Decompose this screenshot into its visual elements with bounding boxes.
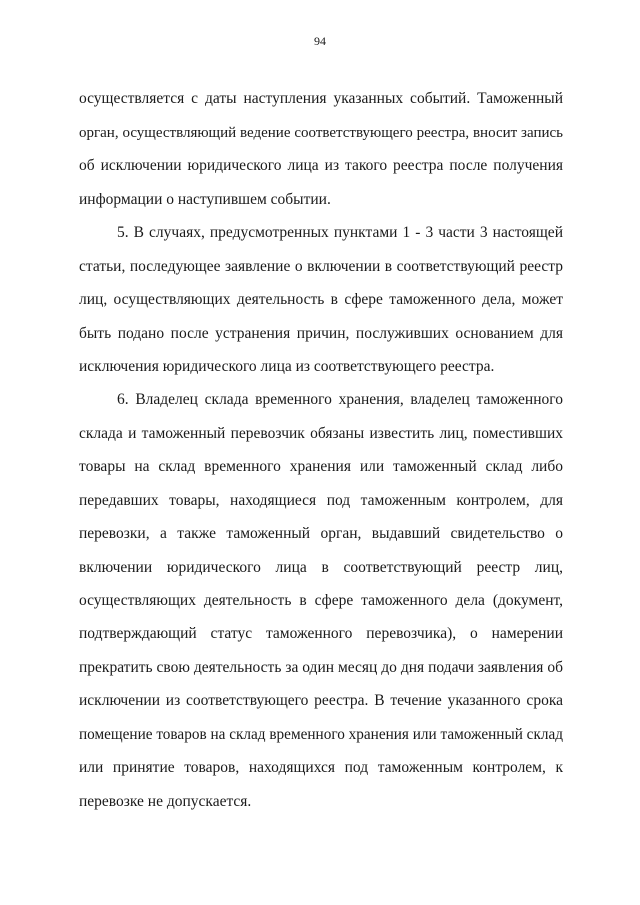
text-line: исключении из соответствующего реестра. В течение указанного срока xyxy=(79,692,563,709)
text-line: об исключении юридического лица из такого реестра после получения xyxy=(79,157,563,174)
text-line: прекратить свою деятельность за один месяц до дня подачи заявления об xyxy=(79,659,563,676)
text-line: включении юридического лица в соответствующий реестр лиц, xyxy=(79,559,563,576)
text-line: 6. Владелец склада временного хранения, владелец таможенного xyxy=(117,391,563,408)
text-line: товары на склад временного хранения или таможенный склад либо xyxy=(79,458,563,475)
text-line: информации о наступившем событии. xyxy=(79,191,331,208)
text-line: перевозки, а также таможенный орган, выдавший свидетельство о xyxy=(79,525,563,542)
text-line: осуществляется с даты наступления указанных событий. Таможенный xyxy=(79,90,563,107)
text-line: перевозке не допускается. xyxy=(79,793,252,810)
text-line: осуществляющих деятельность в сфере таможенного дела (документ, xyxy=(79,592,563,609)
text-line: быть подано после устранения причин, послуживших основанием для xyxy=(79,325,563,342)
text-line: орган, осуществляющий ведение соответствующего реестра, вносит запись xyxy=(79,125,563,141)
text-line: 5. В случаях, предусмотренных пунктами 1 - 3 части 3 настоящей xyxy=(117,224,563,241)
text-line: исключения юридического лица из соответствующего реестра. xyxy=(79,358,495,375)
text-line: склада и таможенный перевозчик обязаны известить лиц, поместивших xyxy=(79,425,563,442)
text-line: статьи, последующее заявление о включении в соответствующий реестр xyxy=(79,258,563,275)
text-line: или принятие товаров, находящихся под таможенным контролем, к xyxy=(79,759,563,776)
text-line: передавших товары, находящиеся под таможенным контролем, для xyxy=(79,492,563,509)
page-number: 94 xyxy=(314,34,326,48)
text-line: подтверждающий статус таможенного перевозчика), о намерении xyxy=(79,625,563,642)
text-line: лиц, осуществляющих деятельность в сфере таможенного дела, может xyxy=(79,291,563,308)
text-line: помещение товаров на склад временного хранения или таможенный склад xyxy=(79,726,563,743)
